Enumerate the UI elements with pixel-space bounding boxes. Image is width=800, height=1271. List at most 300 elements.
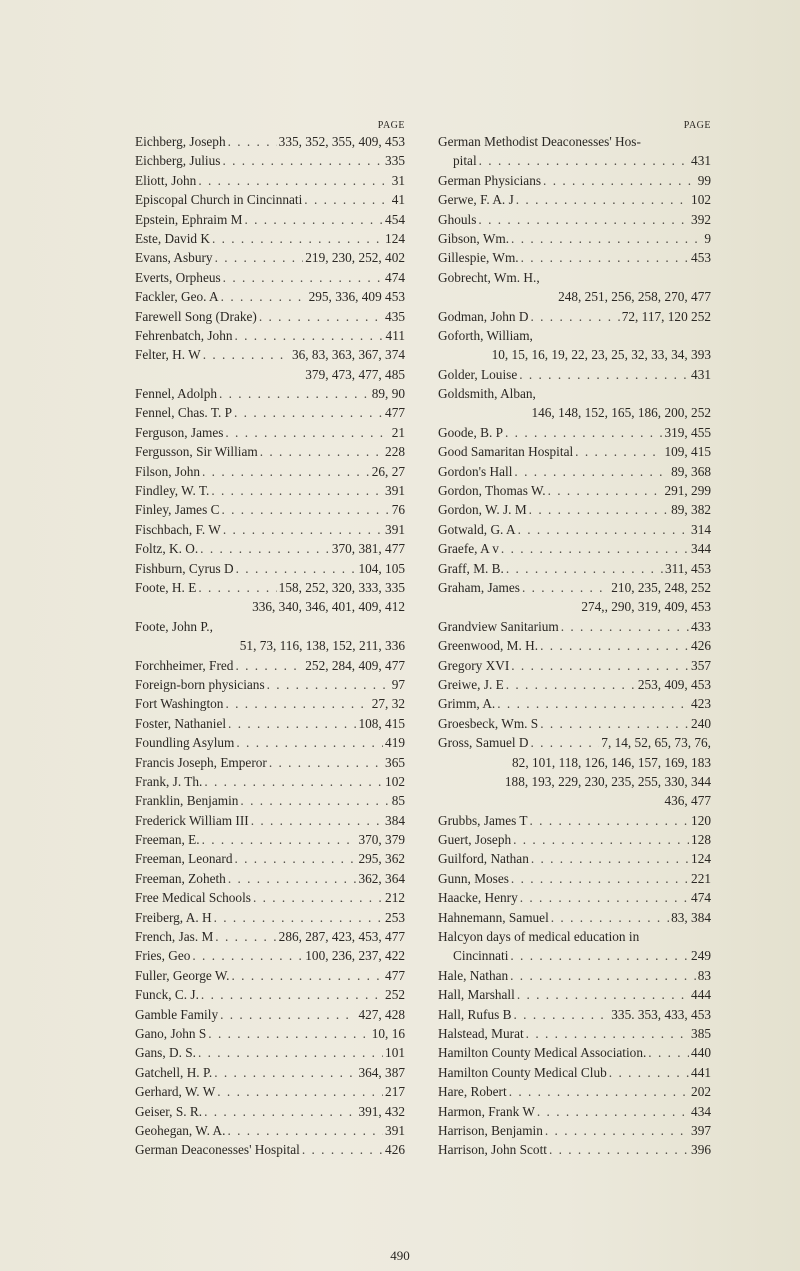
index-entry — [438, 500, 711, 519]
index-entry — [438, 171, 711, 190]
entry-name: Epstein, Ephraim M — [135, 211, 243, 227]
entry-name: Freiberg, A. H — [135, 909, 212, 925]
dot-leader — [519, 365, 689, 384]
entry-pages: 36, 83, 363, 367, 374 — [291, 347, 405, 363]
entry-line — [438, 656, 711, 675]
dot-leader — [222, 151, 383, 170]
entry-name: Farewell Song (Drake) — [135, 308, 257, 324]
index-entry — [438, 888, 711, 907]
index-entry — [135, 520, 405, 539]
entry-line — [438, 423, 711, 442]
page-number: 490 — [390, 1248, 410, 1263]
dot-leader — [518, 520, 689, 539]
index-entry — [438, 966, 711, 985]
entry-line — [135, 500, 405, 519]
index-entry — [135, 442, 405, 461]
entry-name: Hare, Robert — [438, 1084, 507, 1100]
index-entry — [438, 617, 711, 636]
entry-line — [135, 1102, 405, 1121]
entry-line — [135, 733, 405, 752]
entry-name-continued: pital — [453, 153, 477, 169]
entry-line — [438, 190, 711, 209]
index-entry — [135, 248, 405, 267]
entry-pages: 101 — [385, 1045, 405, 1061]
entry-pages-continued: 188, 193, 229, 230, 235, 255, 330, 344 — [504, 773, 711, 789]
entry-line — [438, 811, 711, 830]
entry-name: Hale, Nathan — [438, 967, 509, 983]
entry-name: Guilford, Nathan — [438, 851, 529, 867]
entry-pages: 9 — [704, 230, 711, 246]
entry-name: Funck, C. J. — [135, 987, 199, 1003]
index-entry — [135, 500, 405, 519]
dot-leader — [530, 811, 690, 830]
entry-pages: 384 — [385, 812, 405, 828]
entry-line — [135, 694, 405, 713]
dot-leader — [505, 423, 662, 442]
entry-line — [135, 248, 405, 267]
entry-name: Fennel, Chas. T. P — [135, 405, 233, 421]
entry-pages-continued: 379, 473, 477, 485 — [305, 366, 405, 382]
entry-pages: 431 — [691, 153, 711, 169]
entry-pages: 474 — [691, 890, 711, 906]
entry-line-wrap — [438, 151, 711, 170]
entry-pages-continued: 248, 251, 256, 258, 270, 477 — [558, 289, 711, 305]
entry-line — [135, 908, 405, 927]
entry-pages: 370, 379 — [358, 832, 405, 848]
entry-name: Gordon, W. J. M — [438, 502, 527, 518]
entry-pages: 252, 284, 409, 477 — [305, 657, 405, 673]
entry-pages: 426 — [691, 638, 711, 654]
entry-line — [135, 1024, 405, 1043]
entry-name: Foote, H. E — [135, 579, 197, 595]
dot-leader — [514, 462, 669, 481]
entry-pages: 158, 252, 320, 333, 335 — [278, 579, 405, 595]
index-entry — [135, 656, 405, 675]
dot-leader — [529, 500, 669, 519]
entry-line — [438, 869, 711, 888]
index-entry — [135, 559, 405, 578]
index-entry — [438, 210, 711, 229]
dot-leader — [516, 190, 689, 209]
entry-pages-continued: 336, 340, 346, 401, 409, 412 — [252, 599, 405, 615]
index-entry — [135, 132, 405, 151]
index-entry — [438, 908, 711, 927]
dot-leader — [227, 1121, 383, 1140]
entry-name: Findley, W. T. — [135, 483, 210, 499]
page-column-header: PAGE — [377, 120, 405, 131]
dot-leader — [561, 617, 689, 636]
entry-pages: 357 — [691, 657, 711, 673]
entry-pages: 344 — [691, 541, 711, 557]
entry-pages: 202 — [691, 1084, 711, 1100]
entry-line — [438, 229, 711, 248]
dot-leader — [235, 656, 303, 675]
entry-pages: 89, 90 — [371, 386, 405, 402]
entry-line — [438, 714, 711, 733]
dot-leader — [543, 171, 696, 190]
dot-leader — [203, 345, 290, 364]
entry-line — [438, 985, 711, 1004]
index-entry — [135, 1102, 405, 1121]
dot-leader — [545, 1121, 689, 1140]
index-entry — [135, 966, 405, 985]
dot-leader — [198, 171, 389, 190]
entry-name: Geiser, S. R. — [135, 1103, 203, 1119]
index-entry — [135, 1063, 405, 1082]
dot-leader — [221, 287, 307, 306]
entry-pages-continued: 274,, 290, 319, 409, 453 — [581, 599, 711, 615]
dot-leader — [251, 811, 383, 830]
entry-line — [438, 500, 711, 519]
entry-name: Godman, John D — [438, 308, 529, 324]
entry-name: Gans, D. S. — [135, 1045, 196, 1061]
index-entry — [135, 869, 405, 888]
dot-leader — [501, 539, 689, 558]
entry-name: Goode, B. P — [438, 424, 504, 440]
dot-leader — [259, 307, 383, 326]
entry-name: Frank, J. Th. — [135, 773, 203, 789]
entry-pages: 314 — [691, 521, 711, 537]
entry-pages: 217 — [385, 1084, 405, 1100]
entry-line — [135, 714, 405, 733]
entry-name: Gerhard, W. W — [135, 1084, 216, 1100]
entry-pages: 221 — [691, 870, 711, 886]
entry-pages: 311, 453 — [664, 560, 711, 576]
entry-name: Groesbeck, Wm. S — [438, 715, 539, 731]
index-entry — [438, 849, 711, 868]
entry-line — [438, 248, 711, 267]
entry-pages: 97 — [391, 676, 405, 692]
dot-leader — [204, 1102, 356, 1121]
entry-name: Free Medical Schools — [135, 890, 251, 906]
entry-pages: 427, 428 — [358, 1006, 405, 1022]
entry-name: Gano, John S — [135, 1025, 207, 1041]
dot-leader — [253, 888, 383, 907]
entry-line — [438, 481, 711, 500]
entry-name: Gross, Samuel D — [438, 735, 529, 751]
index-entry — [438, 384, 711, 423]
entry-name: Gregory XVI — [438, 657, 510, 673]
entry-name: Gillespie, Wm. — [438, 250, 519, 266]
entry-name: German Physicians — [438, 172, 542, 188]
index-entry — [135, 1121, 405, 1140]
entry-name: Greiwe, J. E — [438, 676, 504, 692]
dot-leader — [648, 1043, 689, 1062]
entry-line — [438, 462, 711, 481]
entry-line — [135, 539, 405, 558]
entry-name: Haacke, Henry — [438, 890, 518, 906]
index-entry — [135, 927, 405, 946]
entry-name: Hamilton County Medical Club — [438, 1064, 607, 1080]
dot-leader — [232, 966, 384, 985]
dot-leader — [531, 307, 620, 326]
entry-pages: 31 — [391, 172, 405, 188]
entry-name: Grubbs, James T — [438, 812, 528, 828]
dot-leader — [214, 1063, 356, 1082]
index-entry — [438, 927, 711, 966]
entry-name: Fort Washington — [135, 696, 224, 712]
entry-pages: 419 — [385, 735, 405, 751]
entry-pages: 72, 117, 120 252 — [621, 308, 711, 324]
entry-name: Fergusson, Sir William — [135, 444, 258, 460]
entry-pages: 434 — [691, 1103, 711, 1119]
dot-leader — [540, 714, 689, 733]
index-entry — [438, 307, 711, 326]
index-entry — [438, 830, 711, 849]
entry-line — [135, 132, 405, 151]
entry-line — [438, 927, 711, 946]
entry-name-continued: Cincinnati — [453, 948, 509, 964]
entry-pages: 212 — [385, 890, 405, 906]
entry-pages: 104, 105 — [358, 560, 405, 576]
entry-name: German Deaconesses' Hospital — [135, 1142, 300, 1158]
entry-name: Frederick William III — [135, 812, 249, 828]
index-entry — [438, 1082, 711, 1101]
dot-leader — [219, 384, 370, 403]
entry-name: Fehrenbatch, John — [135, 327, 233, 343]
entry-pages: 396 — [691, 1142, 711, 1158]
entry-name: Ferguson, James — [135, 424, 224, 440]
index-entry — [438, 1024, 711, 1043]
dot-leader — [223, 520, 383, 539]
dot-leader — [198, 578, 276, 597]
entry-name: Golder, Louise — [438, 366, 518, 382]
entry-line — [438, 1082, 711, 1101]
index-entry — [438, 578, 711, 617]
dot-leader — [240, 791, 389, 810]
index-entry — [135, 811, 405, 830]
entry-line — [438, 617, 711, 636]
entry-pages: 109, 415 — [664, 444, 711, 460]
entry-pages: 335, 352, 355, 409, 453 — [278, 134, 405, 149]
index-entry — [438, 365, 711, 384]
dot-leader — [514, 1005, 610, 1024]
entry-name: Goforth, William, — [438, 327, 533, 343]
entry-line — [135, 229, 405, 248]
entry-pages: 392 — [691, 211, 711, 227]
dot-leader — [548, 481, 663, 500]
entry-pages: 295, 362 — [358, 851, 405, 867]
entry-name: Fries, Geo — [135, 948, 191, 964]
index-entry — [135, 1082, 405, 1101]
entry-line — [135, 675, 405, 694]
page-column-header: PAGE — [683, 120, 711, 131]
entry-pages: 26, 27 — [371, 463, 405, 479]
entry-name: Graham, James — [438, 579, 520, 595]
entry-line — [135, 927, 405, 946]
dot-leader — [269, 753, 383, 772]
entry-name: Eichberg, Joseph — [135, 134, 226, 149]
entry-name: Filson, John — [135, 463, 201, 479]
entry-pages: 431 — [691, 366, 711, 382]
index-entry — [135, 908, 405, 927]
entry-line — [135, 1140, 405, 1159]
entry-line — [438, 1005, 711, 1024]
entry-name: Foltz, K. O. — [135, 541, 199, 557]
dot-leader — [510, 946, 689, 965]
entry-pages: 89, 368 — [671, 463, 711, 479]
entry-pages-continued: 436, 477 — [664, 793, 711, 809]
entry-pages: 477 — [385, 967, 405, 983]
entry-name: Graff, M. B. — [438, 560, 504, 576]
entry-name: Gerwe, F. A. J — [438, 192, 514, 208]
entry-name: Harrison, Benjamin — [438, 1122, 543, 1138]
entry-name: Episcopal Church in Cincinnati — [135, 192, 303, 208]
entry-name: Foundling Asylum — [135, 735, 235, 751]
entry-pages: 27, 32 — [371, 696, 405, 712]
entry-pages: 219, 230, 252, 402 — [305, 250, 405, 266]
entry-line — [135, 791, 405, 810]
entry-line — [135, 307, 405, 326]
dot-leader — [208, 1024, 369, 1043]
dot-leader — [537, 1102, 689, 1121]
entry-pages: 397 — [691, 1122, 711, 1138]
index-entry — [135, 791, 405, 810]
index-entry — [438, 539, 711, 558]
dot-leader — [225, 694, 369, 713]
entry-name: Franklin, Benjamin — [135, 793, 239, 809]
entry-pages: 423 — [691, 696, 711, 712]
entry-line — [135, 423, 405, 442]
dot-leader — [225, 423, 389, 442]
dot-leader — [215, 927, 276, 946]
entry-pages: 385 — [691, 1025, 711, 1041]
entry-line — [135, 190, 405, 209]
entry-name: French, Jas. M — [135, 929, 214, 945]
entry-pages: 286, 287, 423, 453, 477 — [278, 929, 405, 945]
entry-line — [438, 326, 711, 345]
dot-leader — [511, 229, 702, 248]
index-entry — [135, 423, 405, 442]
dot-leader — [202, 462, 370, 481]
entry-pages: 295, 336, 409 453 — [308, 289, 405, 305]
dot-leader — [520, 888, 689, 907]
entry-line — [438, 1140, 711, 1159]
index-entry — [135, 229, 405, 248]
index-entry — [438, 1063, 711, 1082]
entry-line — [438, 849, 711, 868]
entry-line — [135, 268, 405, 287]
entry-pages: 454 — [385, 211, 405, 227]
entry-line — [135, 1082, 405, 1101]
dot-leader — [202, 830, 357, 849]
entry-name: Este, David K — [135, 230, 210, 246]
entry-line — [135, 287, 405, 306]
entry-line — [438, 1063, 711, 1082]
entry-pages-continued: 51, 73, 116, 138, 152, 211, 336 — [239, 638, 405, 654]
index-entry — [438, 423, 711, 442]
entry-pages: 102 — [385, 773, 405, 789]
entry-line — [438, 520, 711, 539]
entry-line — [135, 151, 405, 170]
entry-name: Hamilton County Medical Association. — [438, 1045, 647, 1061]
entry-pages: 252 — [385, 987, 405, 1003]
entry-name: Graefe, A v — [438, 541, 499, 557]
index-entry — [438, 656, 711, 675]
index-entry — [135, 151, 405, 170]
entry-line — [135, 345, 405, 364]
dot-leader — [302, 1140, 383, 1159]
dot-leader — [236, 559, 357, 578]
entry-line — [135, 966, 405, 985]
entry-name: Felter, H. W — [135, 347, 201, 363]
index-column-left — [135, 120, 405, 1160]
dot-leader — [478, 210, 689, 229]
index-entry — [438, 481, 711, 500]
entry-pages: 21 — [391, 424, 405, 440]
entry-line — [135, 462, 405, 481]
entry-name: Gatchell, H. P. — [135, 1064, 213, 1080]
entry-pages: 391 — [385, 483, 405, 499]
entry-line — [135, 753, 405, 772]
dot-leader — [228, 132, 277, 151]
entry-pages: 253 — [385, 909, 405, 925]
dot-leader — [511, 656, 689, 675]
index-entry — [135, 539, 405, 558]
index-entry — [438, 268, 711, 307]
index-entry — [438, 1140, 711, 1159]
dot-leader — [510, 966, 696, 985]
entry-line — [135, 849, 405, 868]
index-entry — [135, 210, 405, 229]
entry-line — [135, 559, 405, 578]
index-entry — [135, 733, 405, 752]
index-entry — [135, 578, 405, 617]
entry-pages: 10, 16 — [371, 1025, 405, 1041]
entry-line — [438, 636, 711, 655]
index-entry — [135, 190, 405, 209]
entry-pages: 364, 387 — [358, 1064, 405, 1080]
entry-name: Grimm, A. — [438, 696, 496, 712]
dot-leader — [517, 985, 689, 1004]
entry-name: Gotwald, G. A — [438, 521, 516, 537]
entry-line — [135, 811, 405, 830]
index-entry — [135, 287, 405, 306]
index-entry — [438, 869, 711, 888]
entry-line — [135, 772, 405, 791]
entry-list — [438, 132, 711, 1160]
entry-name: Halcyon days of medical education in — [438, 929, 640, 945]
dot-leader — [211, 481, 383, 500]
index-entry — [438, 520, 711, 539]
index-entry — [135, 888, 405, 907]
entry-name: Geohegan, W. A. — [135, 1122, 226, 1138]
dot-leader — [540, 636, 689, 655]
entry-pages: 100, 236, 237, 422 — [305, 948, 405, 964]
index-entry — [135, 830, 405, 849]
entry-pages-continued: 82, 101, 118, 126, 146, 157, 169, 183 — [512, 754, 711, 770]
index-entry — [438, 733, 711, 811]
entry-line — [438, 210, 711, 229]
dot-leader — [506, 559, 663, 578]
entry-line — [135, 442, 405, 461]
entry-pages: 89, 382 — [671, 502, 711, 518]
dot-leader — [513, 830, 689, 849]
entry-pages: 435 — [385, 308, 405, 324]
dot-leader — [526, 1024, 689, 1043]
entry-line — [135, 985, 405, 1004]
index-entry — [135, 985, 405, 1004]
entry-line — [438, 694, 711, 713]
entry-name: Good Samaritan Hospital — [438, 444, 574, 460]
entry-name: Hahnemann, Samuel — [438, 909, 549, 925]
entry-name: Foreign-born physicians — [135, 676, 265, 692]
index-entry — [135, 772, 405, 791]
index-entry — [135, 1024, 405, 1043]
entry-line — [438, 559, 711, 578]
entry-line — [135, 481, 405, 500]
entry-pages: 433 — [691, 618, 711, 634]
